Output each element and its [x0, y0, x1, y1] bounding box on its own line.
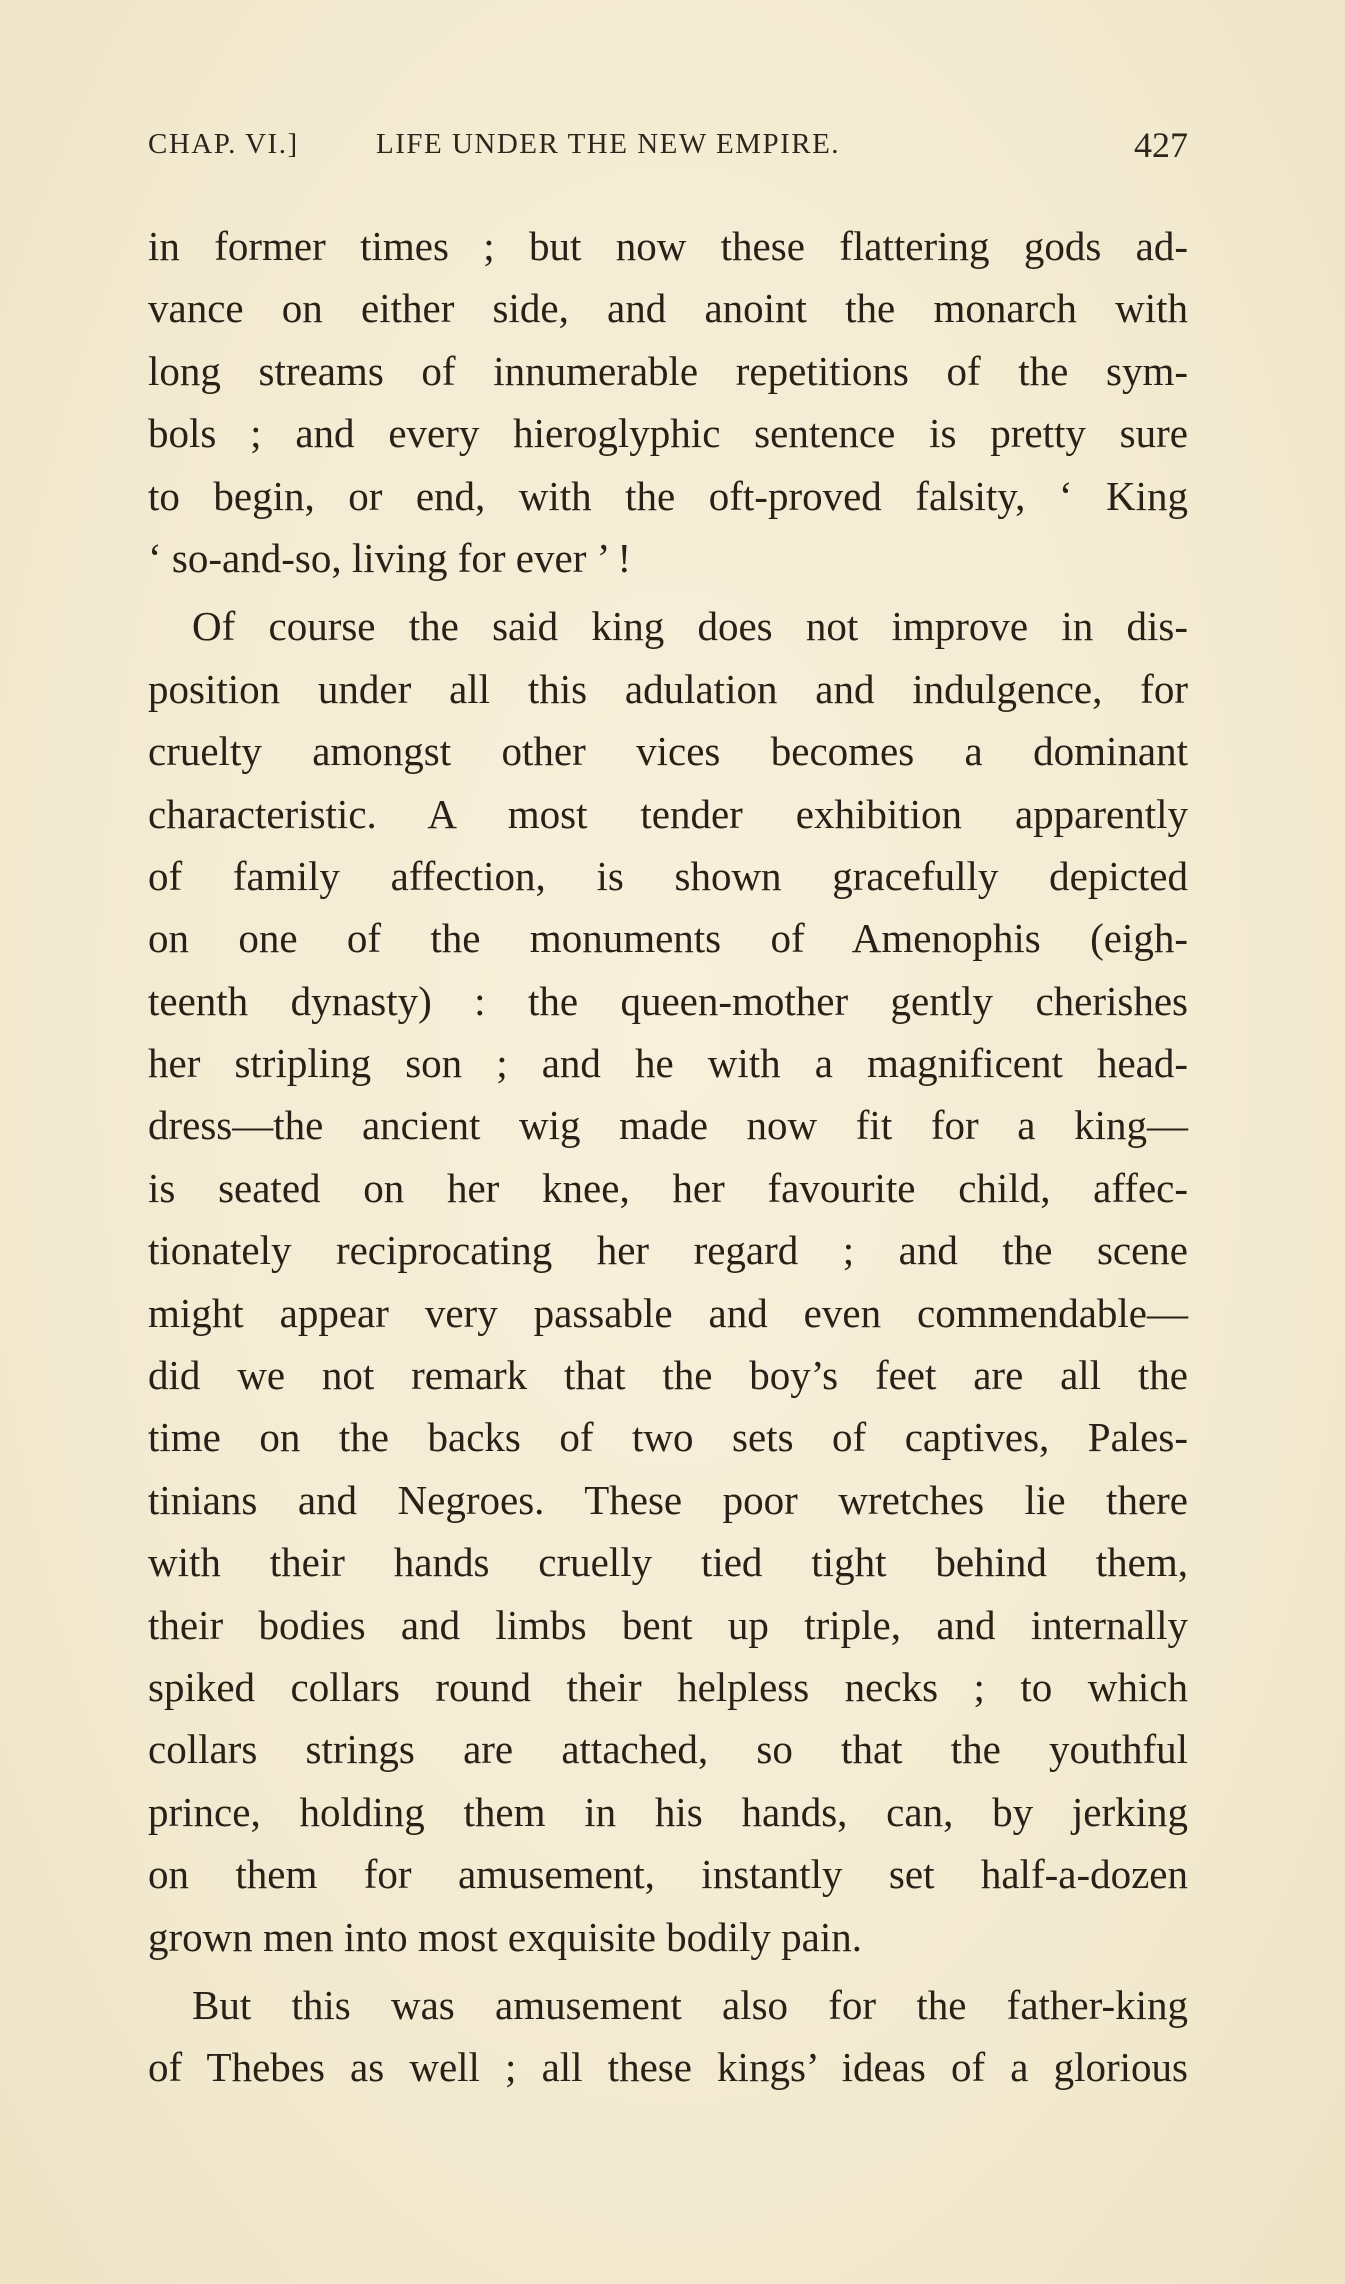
text-line: tionately reciprocating her regard ; and the scene: [148, 1227, 1188, 1274]
text-line: time on the backs of two sets of captives, Pales-: [148, 1414, 1188, 1461]
paragraph-start-line: Of course the said king does not improve in dis-: [192, 603, 1188, 650]
text-line: on one of the monuments of Amenophis (eigh-: [148, 915, 1188, 962]
text-line: characteristic. A most tender exhibition apparently: [148, 790, 1188, 837]
text-line: is seated on her knee, her favourite child, affec-: [148, 1164, 1188, 1211]
text-line: position under all this adulation and indulgence, for: [148, 665, 1188, 712]
text-line: on them for amusement, instantly set half-a-dozen: [148, 1851, 1188, 1898]
text-line: in former times ; but now these flattering gods ad-: [148, 223, 1188, 269]
text-line: grown men into most exquisite bodily pain.: [148, 1913, 863, 1960]
text-line: teenth dynasty) : the queen-mother gently cherishes: [148, 977, 1188, 1024]
text-line: spiked collars round their helpless necks ; to which: [148, 1663, 1188, 1710]
text-line: their bodies and limbs bent up triple, and internally: [148, 1601, 1188, 1648]
text-line: with their hands cruelly tied tight behind them,: [148, 1539, 1188, 1586]
text-line: ‘ so-and-so, living for ever ’ !: [148, 534, 632, 581]
text-line: prince, holding them in his hands, can, by jerking: [148, 1788, 1188, 1835]
body-text: [148, 215, 1188, 2099]
text-line: vance on either side, and anoint the monarch with: [148, 285, 1188, 332]
text-line: to begin, or end, with the oft-proved falsity, ‘ King: [148, 472, 1188, 519]
page-number: 427: [1134, 125, 1188, 165]
text-line: cruelty amongst other vices becomes a dominant: [148, 728, 1188, 775]
running-header: [148, 125, 1188, 178]
text-line: bols ; and every hieroglyphic sentence is pretty sure: [148, 410, 1188, 457]
running-title: LIFE UNDER THE NEW EMPIRE.: [376, 128, 841, 160]
text-line: long streams of innumerable repetitions of the sym-: [148, 347, 1188, 394]
text-line: tinians and Negroes. These poor wretches lie there: [148, 1476, 1188, 1523]
text-line: dress—the ancient wig made now fit for a king—: [148, 1102, 1188, 1149]
text-line: of family affection, is shown gracefully depicted: [148, 852, 1188, 899]
paragraph-start-line: But this was amusement also for the father-king: [192, 1981, 1188, 2028]
text-line: did we not remark that the boy’s feet are all the: [148, 1352, 1188, 1399]
text-line: of Thebes as well ; all these kings’ ideas of a glorious: [148, 2044, 1188, 2091]
chapter-label: CHAP. VI.]: [148, 128, 299, 160]
text-line: her stripling son ; and he with a magnificent head-: [148, 1040, 1188, 1087]
text-line: might appear very passable and even commendable—: [148, 1289, 1188, 1336]
text-line: collars strings are attached, so that the youthful: [148, 1726, 1188, 1773]
